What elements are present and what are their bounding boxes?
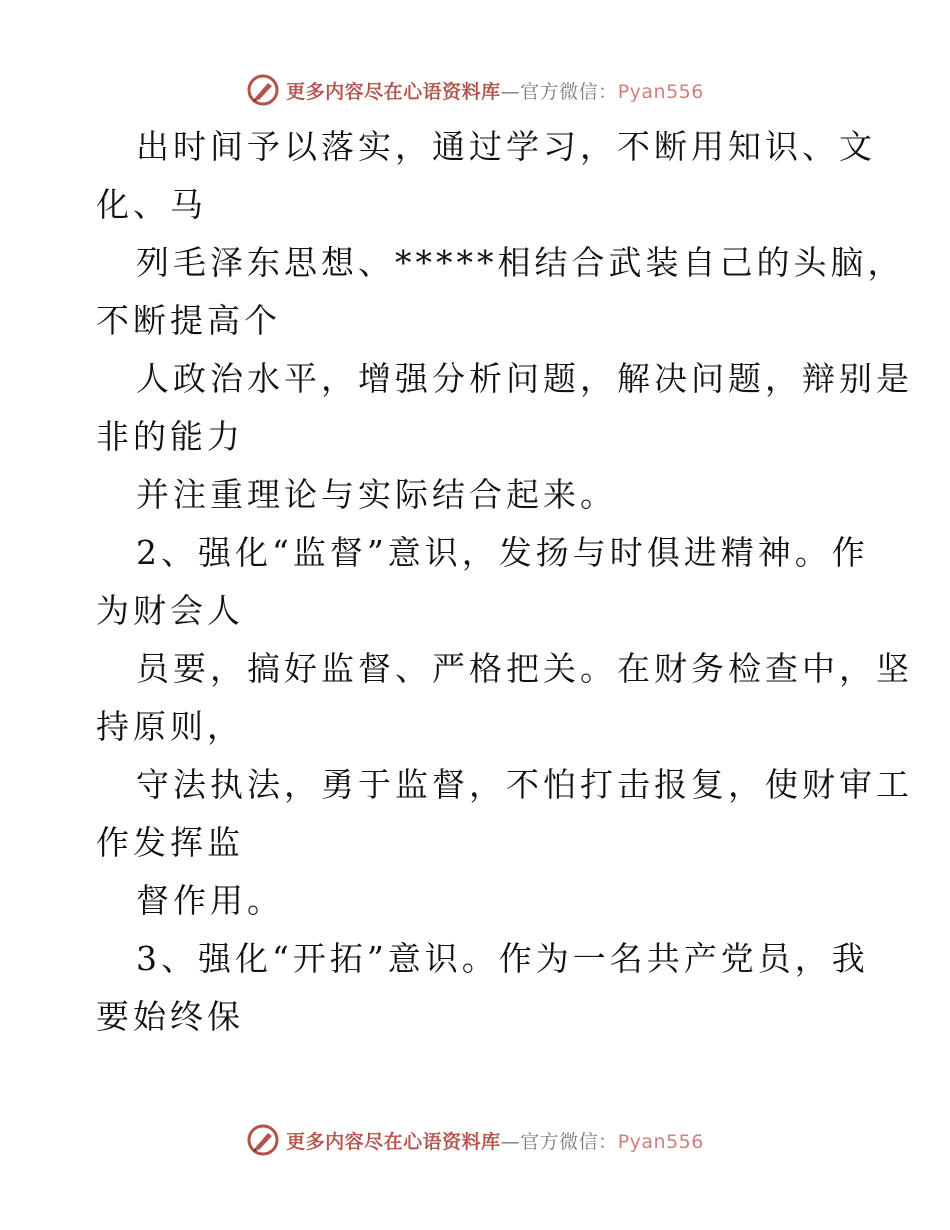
- pen-logo-icon: [246, 73, 280, 107]
- body-line: 2、强化“监督”意识，发扬与时俱进精神。作: [136, 533, 869, 572]
- header-official-label: 官方微信：: [520, 80, 618, 103]
- body-line: 督作用。: [136, 881, 284, 920]
- header-site-text: 更多内容尽在心语资料库: [286, 80, 501, 103]
- body-line: 出时间予以落实，通过学习，不断用知识、文: [136, 127, 876, 166]
- body-line: 员要，搞好监督、严格把关。在财务检查中，坚: [136, 649, 913, 688]
- footer-official-label: 官方微信：: [520, 1130, 618, 1153]
- header-banner-text: [286, 77, 704, 104]
- footer-site-text: 更多内容尽在心语资料库: [286, 1130, 501, 1153]
- header-separator: —: [500, 80, 521, 103]
- header-handle: Pyan556: [617, 80, 704, 103]
- body-line: 3、强化“开拓”意识。作为一名共产党员，我: [136, 939, 869, 978]
- footer-separator: —: [500, 1130, 521, 1153]
- body-line: 持原则，: [96, 707, 244, 746]
- body-line: 作发挥监: [96, 823, 244, 862]
- body-line: 列毛泽东思想、*****相结合武装自己的头脑，: [136, 243, 905, 282]
- document-body: [96, 118, 913, 1046]
- body-line: 非的能力: [96, 417, 244, 456]
- footer-handle: Pyan556: [617, 1130, 704, 1153]
- header-banner: [0, 70, 950, 110]
- body-line: 化、马: [96, 185, 207, 224]
- body-line: 守法执法，勇于监督，不怕打击报复，使财审工: [136, 765, 913, 804]
- body-line: 要始终保: [96, 997, 244, 1036]
- body-line: 人政治水平，增强分析问题，解决问题，辩别是: [136, 359, 913, 398]
- body-line: 不断提高个: [96, 301, 281, 340]
- pen-logo-icon: [246, 1123, 280, 1157]
- body-line: 为财会人: [96, 591, 244, 630]
- footer-banner-text: [286, 1127, 704, 1154]
- footer-banner: [0, 1120, 950, 1160]
- body-line: 并注重理论与实际结合起来。: [136, 475, 617, 514]
